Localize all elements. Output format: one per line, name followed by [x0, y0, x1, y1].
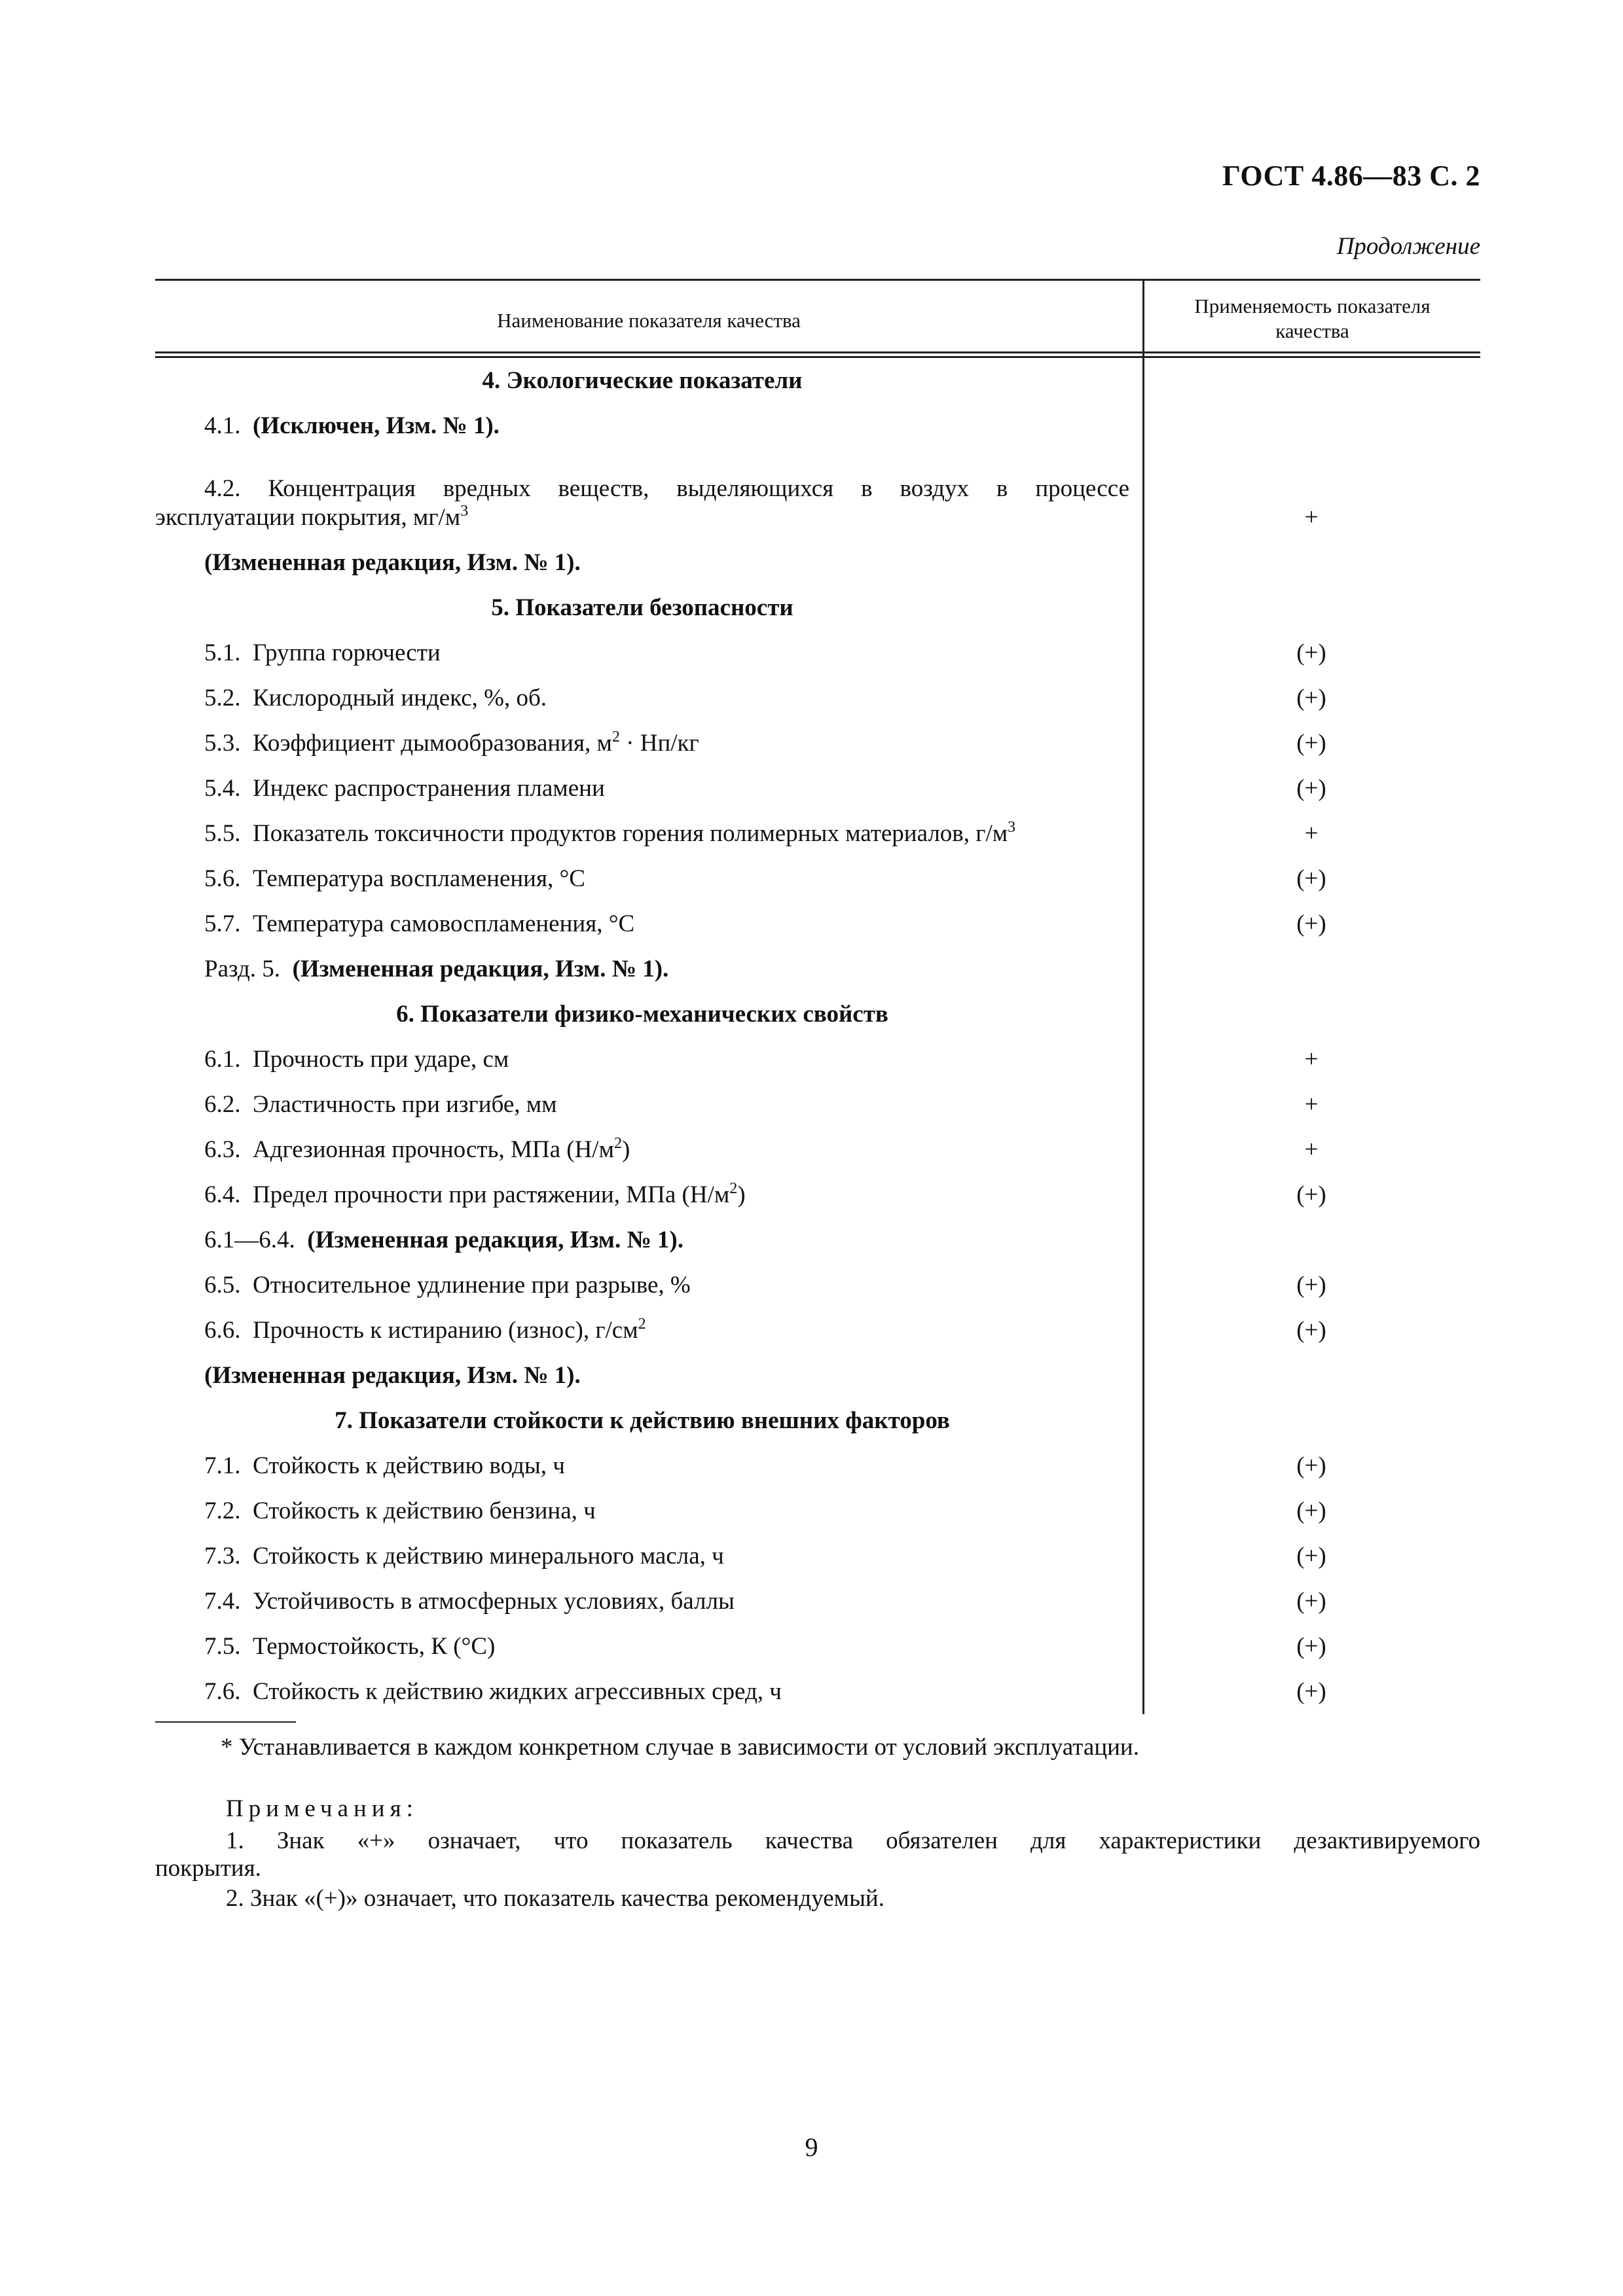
table-row	[155, 946, 1480, 992]
indicator-text: Температура воспламенения, °С	[253, 865, 585, 892]
indicator-name-cell	[155, 1587, 1142, 1616]
indicator-text: Стойкость к действию минерального масла, ч	[253, 1542, 724, 1570]
indicator-number: 5.6.	[204, 865, 241, 892]
indicator-name-cell	[155, 1316, 1142, 1345]
indicator-name-cell	[155, 367, 1142, 395]
applicability-cell: (+)	[1296, 639, 1326, 666]
indicator-name-cell	[155, 684, 1142, 713]
indicator-number: 5.4.	[204, 774, 241, 802]
table-row	[155, 1624, 1480, 1669]
indicator-number: 6.1.	[204, 1045, 241, 1073]
indicator-name-cell	[155, 1677, 1142, 1706]
indicator-name-cell	[155, 639, 1142, 668]
applicability-cell: (+)	[1296, 684, 1326, 711]
indicator-text: Термостойкость, К (°С)	[253, 1632, 496, 1660]
indicator-number: 7.6.	[204, 1677, 241, 1705]
applicability-cell: (+)	[1296, 1271, 1326, 1299]
unit-superscript: 2	[613, 1134, 622, 1152]
amendment-note: (Измененная редакция, Изм. № 1).	[204, 548, 581, 576]
indicator-name-cell	[155, 1090, 1142, 1119]
applicability-cell: (+)	[1296, 910, 1326, 937]
unit-superscript: 3	[1008, 818, 1016, 836]
continuation-label: Продолжение	[1336, 233, 1480, 260]
indicator-text: Эластичность при изгибе, мм	[253, 1090, 557, 1118]
table-row	[155, 721, 1480, 766]
table-row	[155, 1172, 1480, 1217]
document-reference-header: ГОСТ 4.86—83 С. 2	[1222, 160, 1480, 192]
indicator-number: 5.7.	[204, 910, 241, 937]
indicator-name-cell	[155, 475, 1142, 532]
note-1	[155, 1827, 1480, 1882]
indicator-text: Кислородный индекс, %, об.	[253, 684, 547, 711]
indicator-text-tail: · Нп/кг	[619, 729, 699, 757]
indicator-name-cell	[155, 1407, 1142, 1435]
table-section-heading	[155, 585, 1480, 630]
table-row	[155, 448, 1480, 540]
column-header-applicability-line1: Применяемость показателя	[1194, 295, 1431, 317]
applicability-cell: +	[1304, 819, 1319, 847]
column-header-indicator-name: Наименование показателя качества	[497, 309, 801, 332]
indicator-text: Температура самовоспламенения, °С	[253, 910, 635, 937]
indicator-text: Коэффициент дымообразования, м	[253, 729, 612, 757]
indicator-text: Показатель токсичности продуктов горения полимерных материалов, г/м	[253, 819, 1008, 847]
table-row	[155, 1263, 1480, 1308]
indicator-text-line2: эксплуатации покрытия, мг/м	[155, 504, 461, 531]
applicability-cell: (+)	[1296, 729, 1326, 757]
table-row	[155, 630, 1480, 675]
table-body	[155, 358, 1480, 1714]
section-title: 7. Показатели стойкости к действию внешних факторов	[335, 1407, 950, 1434]
table-row	[155, 1127, 1480, 1172]
indicator-name-cell	[155, 1361, 1142, 1390]
indicator-text: Прочность при ударе, см	[253, 1045, 509, 1073]
notes-title: Примечания:	[226, 1795, 418, 1822]
applicability-cell: (+)	[1296, 1542, 1326, 1570]
column-header-applicability-line2: качества	[1275, 319, 1349, 342]
indicator-name-cell	[155, 955, 1142, 984]
table-row	[155, 1488, 1480, 1534]
indicator-number: 6.3.	[204, 1136, 241, 1163]
page-number: 9	[805, 2132, 818, 2162]
indicator-number: 6.4.	[204, 1181, 241, 1208]
indicator-name-cell	[155, 1452, 1142, 1480]
unit-superscript: 2	[729, 1179, 738, 1197]
indicator-text-tail: )	[737, 1181, 746, 1208]
applicability-cell: (+)	[1296, 1316, 1326, 1344]
indicator-number: 6.5.	[204, 1271, 241, 1299]
indicator-text: Адгезионная прочность, МПа (Н/м	[253, 1136, 614, 1163]
indicator-text: Стойкость к действию жидких агрессивных сред, ч	[253, 1677, 782, 1705]
table-row	[155, 1037, 1480, 1082]
indicator-number: 7.1.	[204, 1452, 241, 1479]
amendment-note: (Измененная редакция, Изм. № 1).	[204, 1361, 581, 1389]
indicator-text: Стойкость к действию бензина, ч	[253, 1497, 596, 1524]
table-row	[155, 540, 1480, 585]
table-row	[155, 856, 1480, 901]
table-row	[155, 1082, 1480, 1127]
indicator-name-cell	[155, 910, 1142, 939]
indicator-text-tail: )	[621, 1136, 630, 1163]
applicability-cell: +	[1304, 1136, 1319, 1163]
table-section-heading	[155, 358, 1480, 403]
indicator-number: Разд. 5.	[204, 955, 281, 982]
indicator-text: (Измененная редакция, Изм. № 1).	[307, 1226, 684, 1253]
table-header	[155, 279, 1480, 351]
applicability-cell: (+)	[1296, 1632, 1326, 1660]
indicator-number: 5.3.	[204, 729, 241, 757]
unit-superscript: 3	[460, 503, 469, 520]
table-row	[155, 1217, 1480, 1263]
indicator-name-cell	[155, 1181, 1142, 1210]
table-section-heading	[155, 992, 1480, 1037]
indicator-text: Индекс распространения пламени	[253, 774, 605, 802]
indicator-number: 7.3.	[204, 1542, 241, 1570]
indicator-name-cell	[155, 774, 1142, 803]
table-row	[155, 1534, 1480, 1579]
section-title: 4. Экологические показатели	[482, 367, 803, 394]
table-row	[155, 675, 1480, 721]
indicator-text: (Исключен, Изм. № 1).	[253, 412, 500, 439]
indicator-number: 6.6.	[204, 1316, 241, 1344]
indicator-number: 7.5.	[204, 1632, 241, 1660]
indicator-text: Группа горючести	[253, 639, 441, 666]
table-row	[155, 403, 1480, 448]
indicator-name-cell	[155, 594, 1142, 622]
applicability-cell: +	[1304, 504, 1319, 531]
note-1-line1: 1. Знак «+» означает, что показатель качества обязателен для характеристики дезактивируемого	[226, 1827, 1480, 1854]
indicator-name-cell	[155, 729, 1142, 758]
indicator-name-cell	[155, 865, 1142, 893]
indicator-name-cell	[155, 1045, 1142, 1074]
applicability-cell: (+)	[1296, 1677, 1326, 1705]
applicability-cell: (+)	[1296, 1452, 1326, 1479]
indicator-text: Предел прочности при растяжении, МПа (Н/м	[253, 1181, 730, 1208]
applicability-cell: (+)	[1296, 1181, 1326, 1208]
table-row	[155, 1669, 1480, 1714]
indicator-name-cell	[155, 819, 1142, 848]
table-row	[155, 1579, 1480, 1624]
applicability-cell: (+)	[1296, 1587, 1326, 1615]
section-title: 5. Показатели безопасности	[491, 594, 793, 621]
indicator-name-cell	[155, 548, 1142, 577]
table-row	[155, 1353, 1480, 1398]
indicator-number: 6.2.	[204, 1090, 241, 1118]
column-header-applicability	[1142, 281, 1480, 351]
table-row	[155, 811, 1480, 856]
indicator-name-cell	[155, 1632, 1142, 1661]
indicator-text: Стойкость к действию воды, ч	[253, 1452, 565, 1479]
applicability-cell: (+)	[1296, 774, 1326, 802]
indicator-name-cell	[155, 1497, 1142, 1526]
indicator-name-cell	[155, 1271, 1142, 1300]
note-2: 2. Знак «(+)» означает, что показатель качества рекомендуемый.	[226, 1885, 884, 1912]
footnote: * Устанавливается в каждом конкретном случае в зависимости от условий эксплуатации.	[221, 1734, 1139, 1761]
table-row	[155, 1443, 1480, 1488]
indicator-name-cell	[155, 1000, 1142, 1029]
indicator-name-cell	[155, 1542, 1142, 1571]
quality-indicators-table	[155, 279, 1480, 1714]
unit-superscript: 2	[611, 728, 620, 745]
table-row	[155, 901, 1480, 946]
indicator-number: 5.1.	[204, 639, 241, 666]
applicability-cell: (+)	[1296, 865, 1326, 892]
indicator-name-cell	[155, 1136, 1142, 1164]
indicator-text: Устойчивость в атмосферных условиях, баллы	[253, 1587, 735, 1615]
table-row	[155, 766, 1480, 811]
applicability-cell: +	[1304, 1090, 1319, 1118]
indicator-text: Относительное удлинение при разрыве, %	[253, 1271, 691, 1299]
header-rule	[155, 351, 1480, 353]
indicator-number: 6.1—6.4.	[204, 1226, 295, 1253]
table-section-heading	[155, 1398, 1480, 1443]
section-title: 6. Показатели физико-механических свойств	[396, 1000, 888, 1028]
indicator-number: 5.2.	[204, 684, 241, 711]
unit-superscript: 2	[638, 1315, 646, 1333]
indicator-number: 7.2.	[204, 1497, 241, 1524]
indicator-name-cell	[155, 1226, 1142, 1255]
applicability-cell: (+)	[1296, 1497, 1326, 1524]
indicator-text: (Измененная редакция, Изм. № 1).	[292, 955, 669, 982]
indicator-number: 4.1.	[204, 412, 241, 439]
indicator-text: Прочность к истиранию (износ), г/см	[253, 1316, 638, 1344]
applicability-cell: +	[1304, 1045, 1319, 1073]
table-row	[155, 1308, 1480, 1353]
indicator-name-cell	[155, 412, 1142, 440]
indicator-text-line1: 4.2. Концентрация вредных веществ, выделяющихся в воздух в процессе	[204, 475, 1129, 502]
footnote-rule	[155, 1721, 296, 1723]
indicator-number: 7.4.	[204, 1587, 241, 1615]
indicator-number: 5.5.	[204, 819, 241, 847]
note-1-line2: покрытия.	[155, 1855, 261, 1882]
